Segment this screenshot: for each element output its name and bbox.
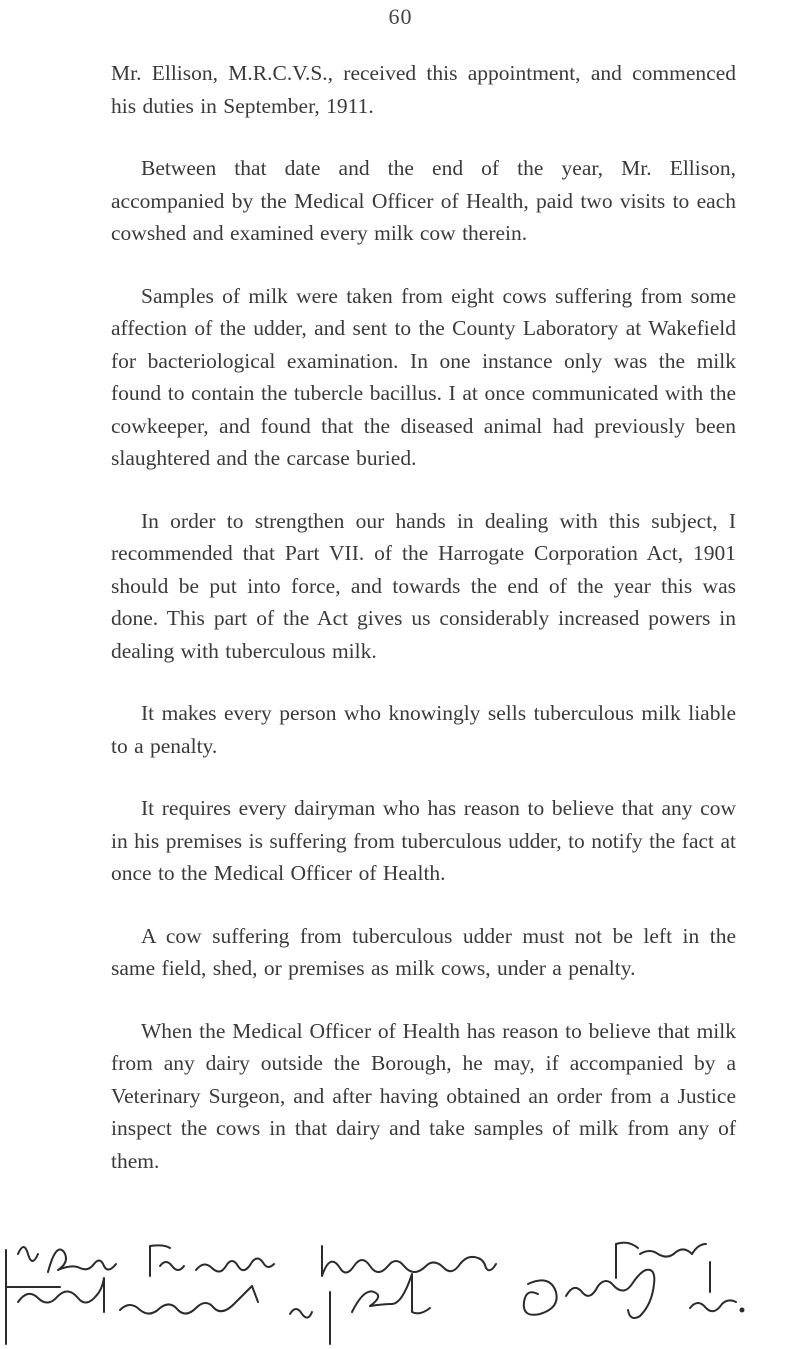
paragraph-appointment: Mr. Ellison, M.R.C.V.S., received this appointment, and commenced his duties in September, 1911. xyxy=(111,61,736,118)
page-number: 60 xyxy=(388,4,413,29)
paragraph-outside-dairy: When the Medical Officer of Health has reason to believe that milk from any dairy outside the Borough, he may, if accompanied by a Veterinary Surgeon, and after having obtained an order from a Justice inspect the cows in that dairy and take samples of milk from any of them. xyxy=(111,1018,736,1173)
handwritten-annotation xyxy=(0,1232,801,1349)
document-body xyxy=(111,57,736,1207)
paragraph-separate-cows: A cow suffering from tuberculous udder must not be left in the same field, shed, or premises as milk cows, under a penalty. xyxy=(111,923,736,980)
paragraph-milk-samples: Samples of milk were taken from eight cows suffering from some affection of the udder, and sent to the County Laboratory at Wakefield for bacteriological examination. In one instance only was the milk found to contain the tubercle bacillus. I at once communicated with the cowkeeper, and found that the diseased animal had previously been slaughtered and the carcase buried. xyxy=(111,283,736,470)
paragraph-corporation-act: In order to strengthen our hands in dealing with this subject, I recommended that Part VII. of the Harrogate Corporation Act, 1901 should be put into force, and towards the end of the year this was done. This part of the Act gives us considerably increased powers in dealing with tuberculous milk. xyxy=(111,508,736,663)
paragraph-dairyman-notify: It requires every dairyman who has reason to believe that any cow in his premises is suffering from tuberculous udder, to notify the fact at once to the Medical Officer of Health. xyxy=(111,796,736,885)
paragraph-cowshed-visits: Between that date and the end of the year, Mr. Ellison, accompanied by the Medical Officer of Health, paid two visits to each cowshed and examined every milk cow therein. xyxy=(111,156,736,245)
paragraph-penalty-sale: It makes every person who knowingly sells tuberculous milk liable to a penalty. xyxy=(111,701,736,758)
